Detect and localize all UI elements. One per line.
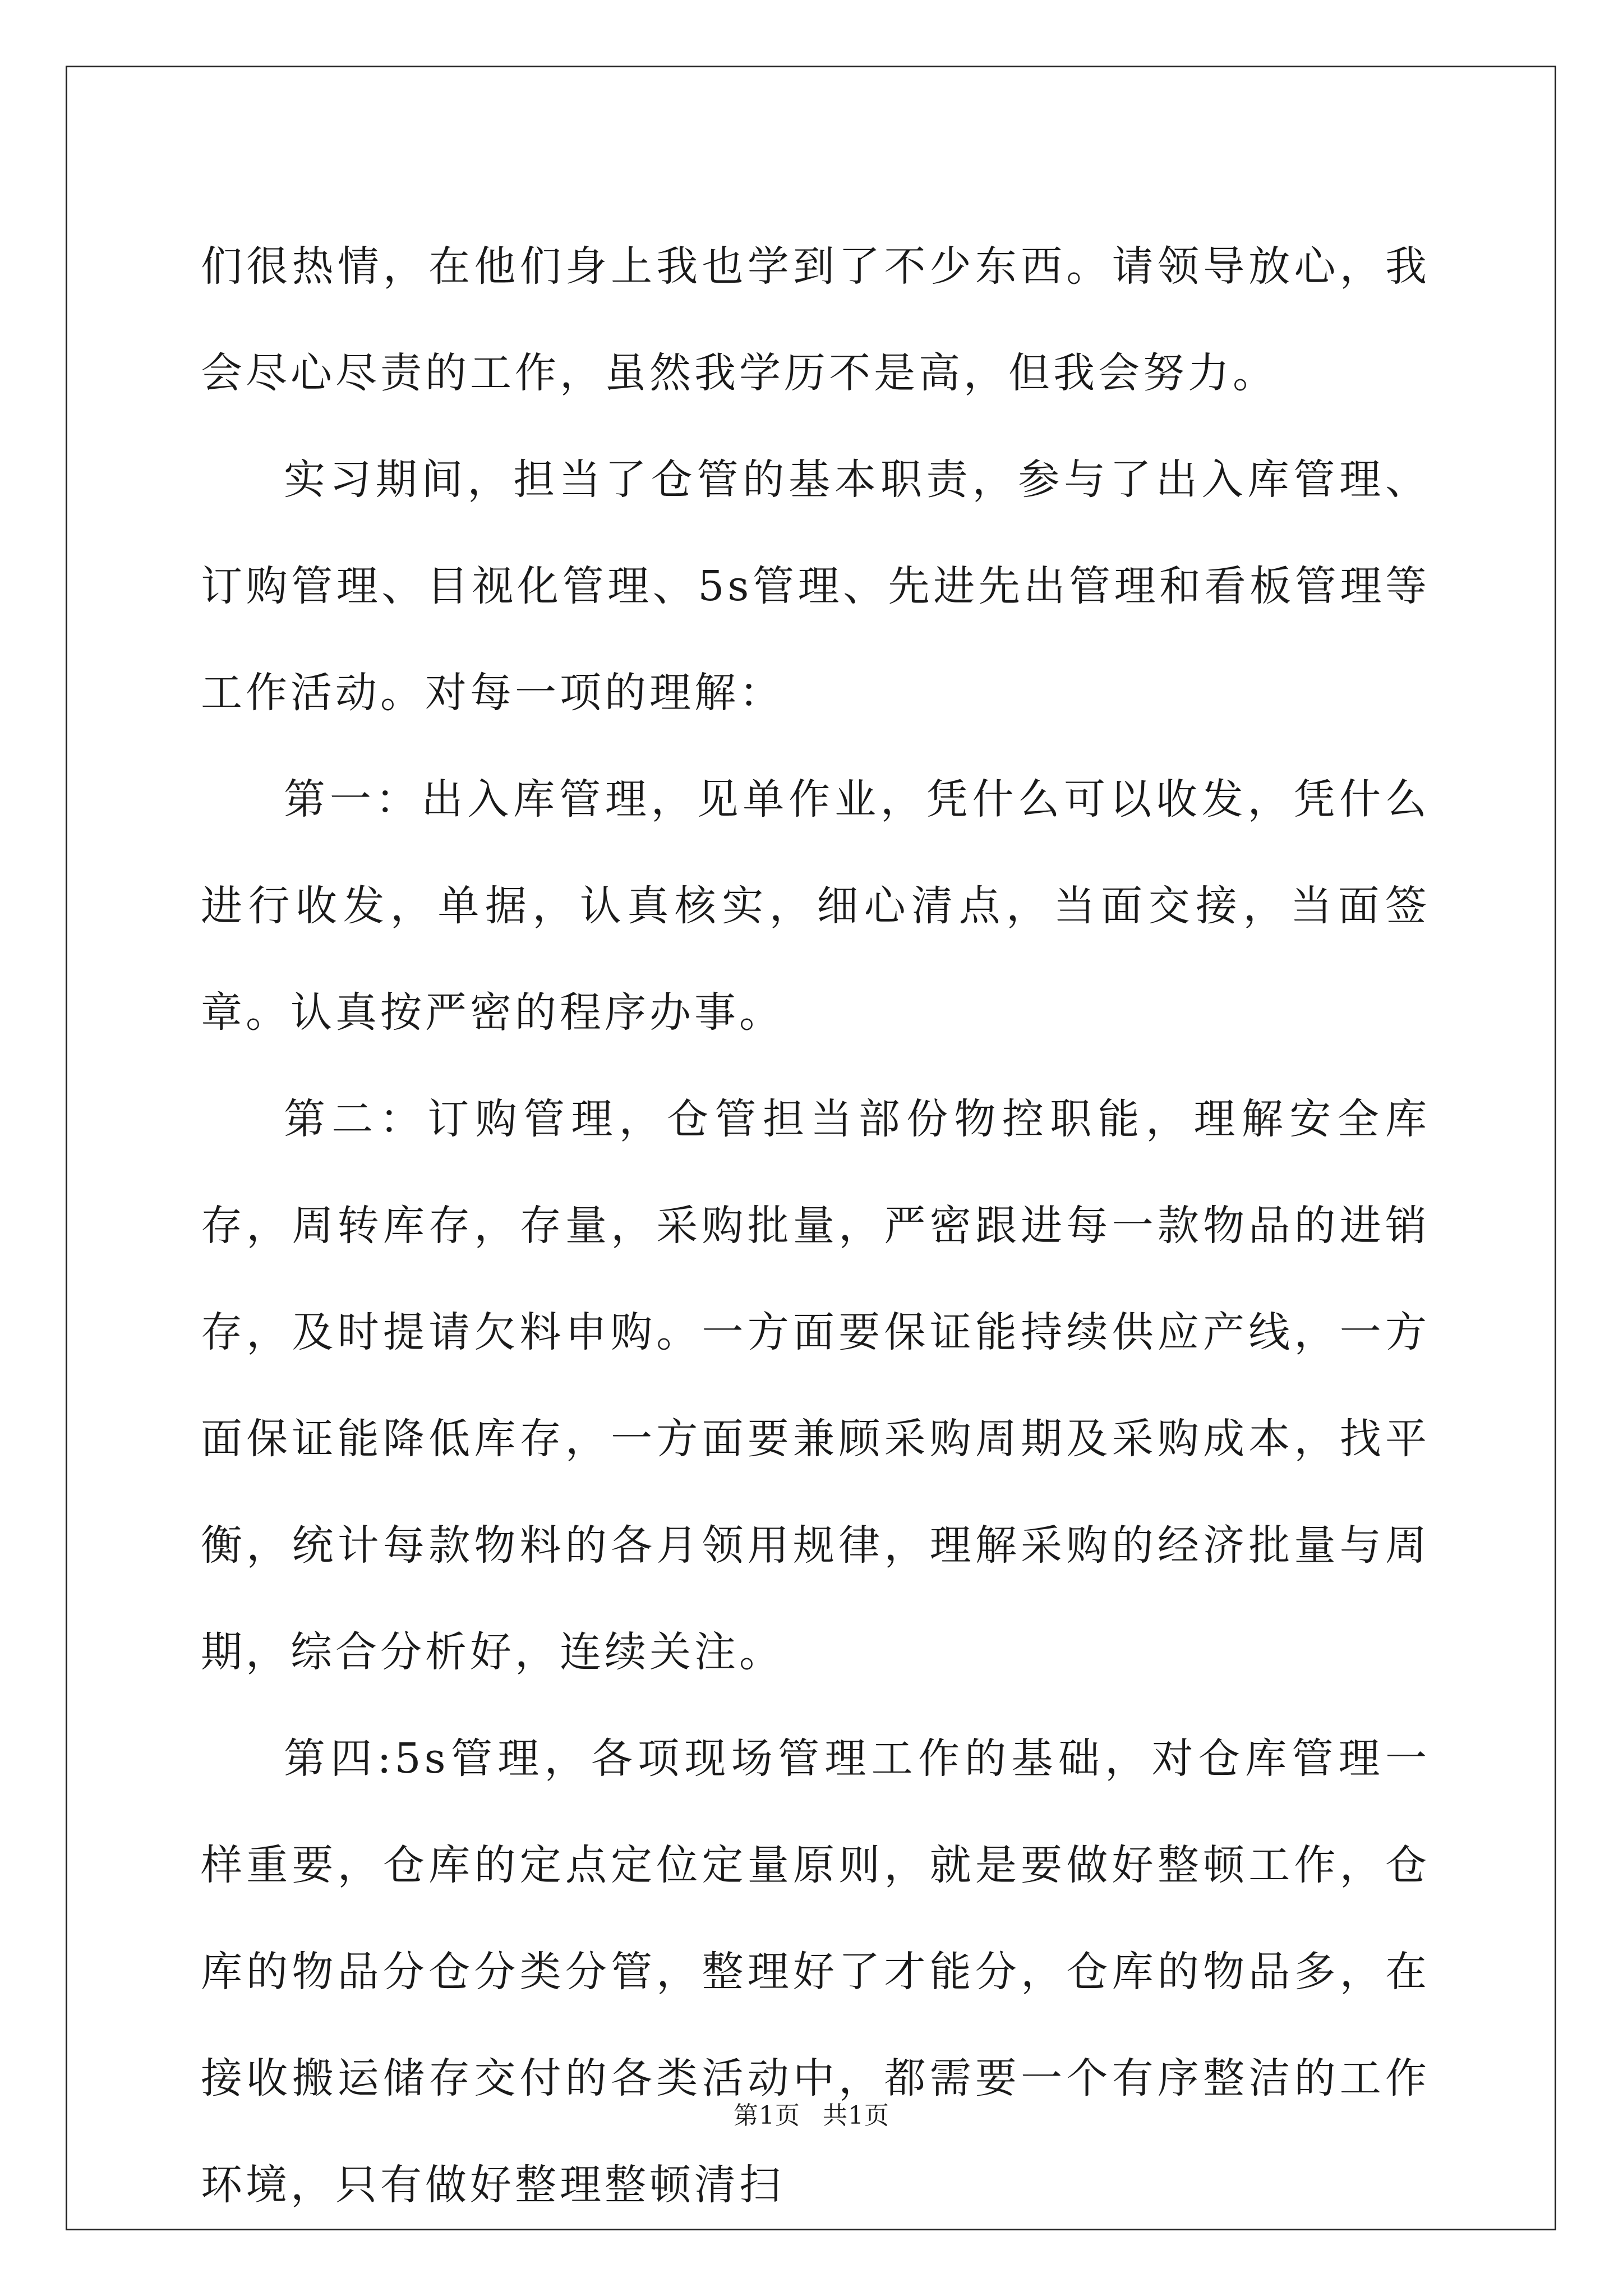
page-number: 第1页 bbox=[734, 2101, 800, 2130]
paragraph: 们很热情，在他们身上我也学到了不少东西。请领导放心，我会尽心尽责的工作，虽然我学历不是高，但我会努力。 bbox=[201, 242, 1430, 397]
paragraph: 实习期间，担当了仓管的基本职责，参与了出入库管理、订购管理、目视化管理、5s管理、先进先出管理和看板管理等工作活动。对每一项的理解： bbox=[201, 455, 1430, 717]
page-total: 共1页 bbox=[823, 2101, 889, 2130]
paragraph: 第一：出入库管理，见单作业，凭什么可以收发，凭什么进行收发，单据，认真核实，细心清点，当面交接，当面签章。认真按严密的程序办事。 bbox=[201, 775, 1430, 1037]
paragraph: 第二：订购管理，仓管担当部份物控职能，理解安全库存，周转库存，存量，采购批量，严密跟进每一款物品的进销存，及时提请欠料申购。一方面要保证能持续供应产线，一方面保证能降低库存，一方面要兼顾采购周期及采购成本，找平衡，统计每款物料的各月领用规律，理解采购的经济批量与周期，综合分析好，连续关注。 bbox=[201, 1095, 1430, 1676]
document-body bbox=[201, 213, 1430, 2238]
page-footer bbox=[0, 2099, 1623, 2133]
paragraph: 第四:5s管理，各项现场管理工作的基础，对仓库管理一样重要，仓库的定点定位定量原则，就是要做好整顿工作，仓库的物品分仓分类分管，整理好了才能分，仓库的物品多，在接收搬运储存交付的各类活动中，都需要一个有序整洁的工作环境，只有做好整理整顿清扫 bbox=[201, 1734, 1430, 2209]
